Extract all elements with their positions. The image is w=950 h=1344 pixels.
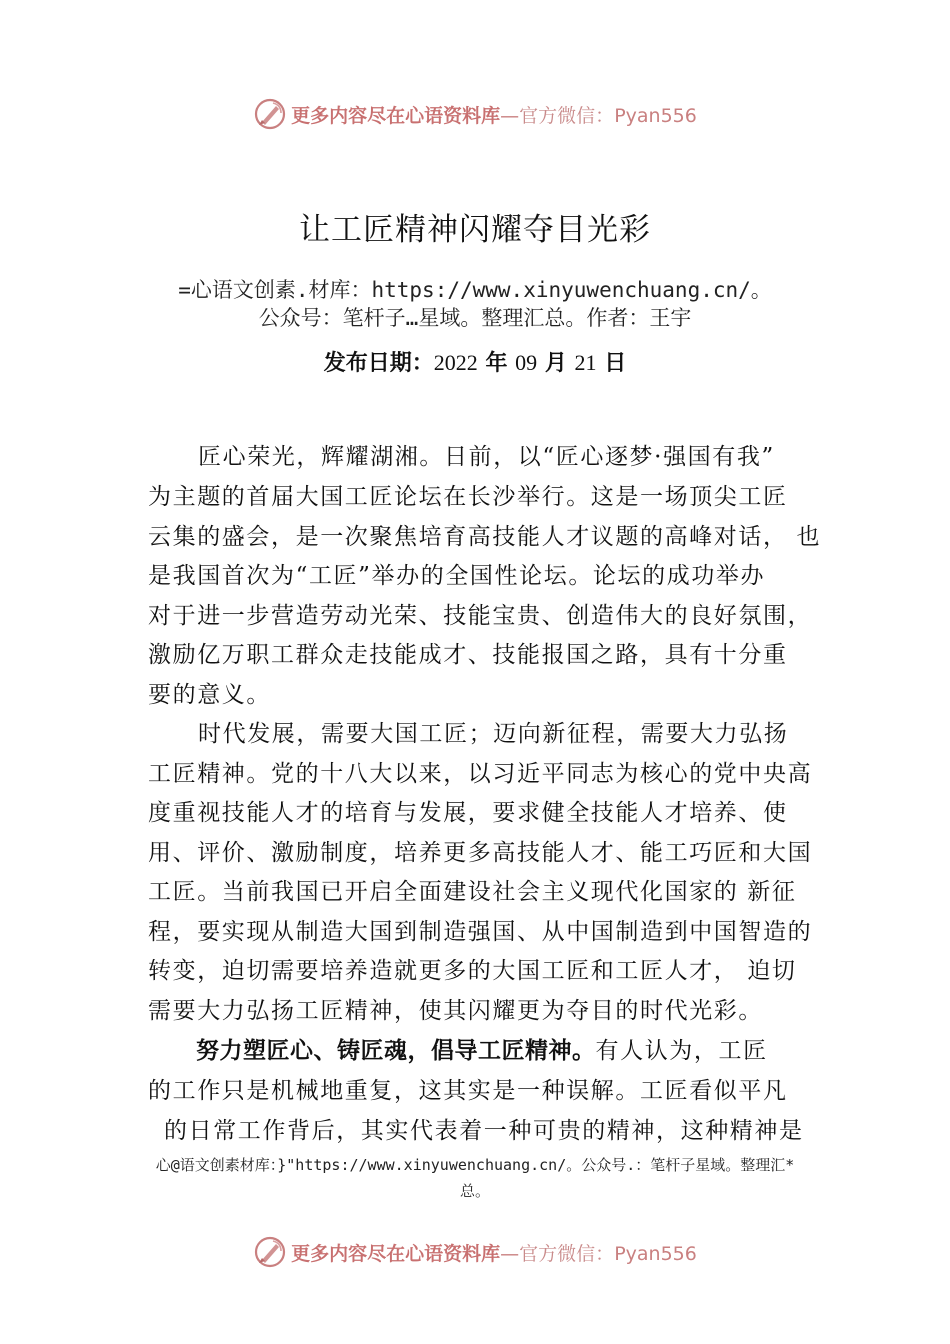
body-line: 云集的盛会，是一次聚焦培育高技能人才议题的高峰对话， 也	[148, 524, 822, 550]
body-line: 是我国首次为“工匠”举办的全国性论坛。论坛的成功举办	[148, 563, 766, 589]
banner-text: 更多内容尽在心语资料库—官方微信：Pyan556	[291, 104, 697, 127]
body-line-heading: 努力塑匠心、铸匠魂，倡导工匠精神。有人认为，工匠	[196, 1038, 768, 1064]
section-heading: 努力塑匠心、铸匠魂，倡导工匠精神。	[196, 1038, 596, 1064]
author-line: 公众号：笔杆子…星域。整理汇总。作者：王宇	[258, 306, 692, 330]
body-line: 激励亿万职工群众走技能成才、技能报国之路，具有十分重	[148, 642, 788, 668]
document-title: 让工匠精神闪耀夺目光彩	[299, 212, 651, 248]
pen-logo-icon	[253, 97, 287, 131]
body-line: 的工作只是机械地重复，这其实是一种误解。工匠看似平凡	[148, 1078, 788, 1104]
body-line: 匠心荣光，辉耀湖湘。日前，以“匠心逐梦·强国有我”	[198, 444, 775, 470]
body-line: 工匠。当前我国已开启全面建设社会主义现代化国家的 新征	[148, 879, 797, 905]
body-line: 度重视技能人才的培育与发展，要求健全技能人才培养、使	[148, 800, 788, 826]
body-line: 时代发展，需要大国工匠；迈向新征程，需要大力弘扬	[198, 721, 789, 747]
date-year: 2022	[433, 350, 478, 375]
body-line: 工匠精神。党的十八大以来，以习近平同志为核心的党中央高	[148, 761, 813, 787]
date-day: 21	[574, 350, 597, 375]
body-line: 程，要实现从制造大国到制造强国、从中国制造到中国智造的	[148, 919, 813, 945]
watermark-banner-bottom	[0, 1232, 950, 1272]
publish-date: 发布日期：2022 年 09 月 21 日	[323, 350, 627, 376]
footer-source-note-cont: 总。	[459, 1182, 490, 1200]
footer-source-note: 心@语文创素材库：}"https://www.xinyuwenchuang.cn/。公众号.：笔杆子星域。整理汇*	[155, 1156, 795, 1174]
date-month: 09	[515, 350, 538, 375]
body-line: 用、评价、激励制度，培养更多高技能人才、能工巧匠和大国	[148, 840, 813, 866]
watermark-banner-top	[0, 94, 950, 134]
date-label: 发布日期：	[323, 350, 434, 376]
body-line: 对于进一步营造劳动光荣、技能宝贵、创造伟大的良好氛围，	[148, 603, 813, 629]
source-line: =心语文创素.材库：https://www.xinyuwenchuang.cn/。	[178, 278, 772, 302]
body-line: 的日常工作背后，其实代表着一种可贵的精神，这种精神是	[164, 1118, 804, 1144]
body-line: 转变，迫切需要培养造就更多的大国工匠和工匠人才， 迫切	[148, 958, 797, 984]
body-line: 为主题的首届大国工匠论坛在长沙举行。这是一场顶尖工匠	[148, 484, 788, 510]
body-line: 需要大力弘扬工匠精神，使其闪耀更为夺目的时代光彩。	[148, 998, 763, 1024]
pen-logo-icon	[253, 1235, 287, 1269]
body-line: 要的意义。	[148, 682, 271, 708]
banner-text: 更多内容尽在心语资料库—官方微信：Pyan556	[291, 1242, 697, 1265]
